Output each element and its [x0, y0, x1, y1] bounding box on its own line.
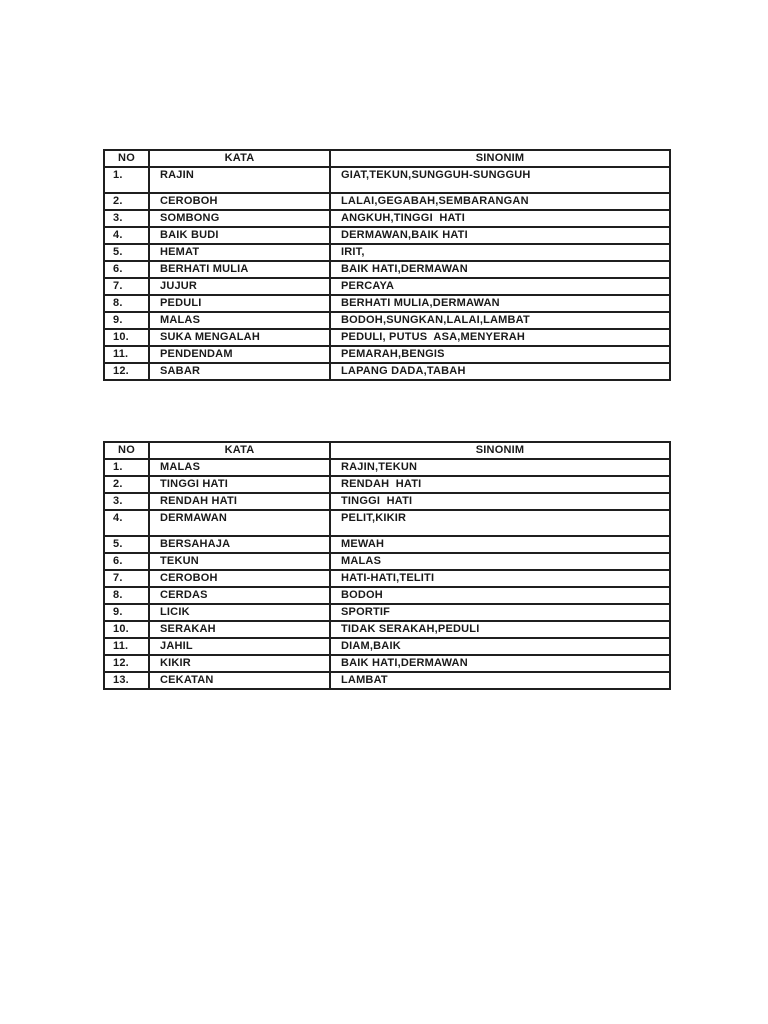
- kata-cell: BAIK BUDI: [149, 227, 330, 244]
- no-cell: 10.: [104, 329, 149, 346]
- synonym-table-1: [103, 149, 671, 381]
- sinonim-cell: TINGGI HATI: [330, 493, 670, 510]
- sinonim-cell: IRIT,: [330, 244, 670, 261]
- table-row: [104, 167, 670, 193]
- header-kata: KATA: [149, 442, 330, 459]
- table-row: [104, 638, 670, 655]
- table-row: [104, 587, 670, 604]
- kata-cell: JAHIL: [149, 638, 330, 655]
- table-row: [104, 278, 670, 295]
- no-cell: 8.: [104, 295, 149, 312]
- table-row: [104, 553, 670, 570]
- kata-cell: CEKATAN: [149, 672, 330, 689]
- sinonim-cell: PERCAYA: [330, 278, 670, 295]
- sinonim-cell: GIAT,TEKUN,SUNGGUH-SUNGGUH: [330, 167, 670, 193]
- kata-cell: BERSAHAJA: [149, 536, 330, 553]
- kata-cell: HEMAT: [149, 244, 330, 261]
- sinonim-cell: TIDAK SERAKAH,PEDULI: [330, 621, 670, 638]
- table-row: [104, 261, 670, 278]
- table-row: [104, 476, 670, 493]
- no-cell: 6.: [104, 261, 149, 278]
- header-no: NO: [104, 150, 149, 167]
- table-row: [104, 510, 670, 536]
- table-row: [104, 210, 670, 227]
- kata-cell: SOMBONG: [149, 210, 330, 227]
- kata-cell: CEROBOH: [149, 193, 330, 210]
- kata-cell: CEROBOH: [149, 570, 330, 587]
- header-sinonim: SINONIM: [330, 442, 670, 459]
- sinonim-cell: PEDULI, PUTUS ASA,MENYERAH: [330, 329, 670, 346]
- sinonim-cell: PEMARAH,BENGIS: [330, 346, 670, 363]
- table-row: [104, 655, 670, 672]
- table-row: [104, 244, 670, 261]
- kata-cell: PENDENDAM: [149, 346, 330, 363]
- header-row: [104, 150, 670, 167]
- no-cell: 5.: [104, 244, 149, 261]
- table-row: [104, 570, 670, 587]
- kata-cell: SUKA MENGALAH: [149, 329, 330, 346]
- kata-cell: RAJIN: [149, 167, 330, 193]
- table-row: [104, 346, 670, 363]
- table-1-header: [104, 150, 670, 167]
- sinonim-cell: RAJIN,TEKUN: [330, 459, 670, 476]
- no-cell: 12.: [104, 363, 149, 380]
- no-cell: 13.: [104, 672, 149, 689]
- table-row: [104, 621, 670, 638]
- header-row: [104, 442, 670, 459]
- sinonim-cell: ANGKUH,TINGGI HATI: [330, 210, 670, 227]
- sinonim-cell: RENDAH HATI: [330, 476, 670, 493]
- table-1-body: [104, 167, 670, 380]
- no-cell: 2.: [104, 476, 149, 493]
- kata-cell: SERAKAH: [149, 621, 330, 638]
- table-row: [104, 312, 670, 329]
- header-kata: KATA: [149, 150, 330, 167]
- table-row: [104, 227, 670, 244]
- sinonim-cell: LALAI,GEGABAH,SEMBARANGAN: [330, 193, 670, 210]
- sinonim-cell: HATI-HATI,TELITI: [330, 570, 670, 587]
- sinonim-cell: BODOH,SUNGKAN,LALAI,LAMBAT: [330, 312, 670, 329]
- no-cell: 1.: [104, 459, 149, 476]
- kata-cell: TINGGI HATI: [149, 476, 330, 493]
- table-row: [104, 459, 670, 476]
- table-2-header: [104, 442, 670, 459]
- no-cell: 2.: [104, 193, 149, 210]
- table-row: [104, 493, 670, 510]
- sinonim-cell: BODOH: [330, 587, 670, 604]
- no-cell: 4.: [104, 227, 149, 244]
- no-cell: 6.: [104, 553, 149, 570]
- no-cell: 7.: [104, 278, 149, 295]
- no-cell: 4.: [104, 510, 149, 536]
- kata-cell: RENDAH HATI: [149, 493, 330, 510]
- no-cell: 8.: [104, 587, 149, 604]
- table-row: [104, 604, 670, 621]
- table-row: [104, 536, 670, 553]
- kata-cell: CERDAS: [149, 587, 330, 604]
- sinonim-cell: LAPANG DADA,TABAH: [330, 363, 670, 380]
- sinonim-cell: BAIK HATI,DERMAWAN: [330, 655, 670, 672]
- sinonim-cell: DIAM,BAIK: [330, 638, 670, 655]
- table-row: [104, 329, 670, 346]
- header-sinonim: SINONIM: [330, 150, 670, 167]
- no-cell: 3.: [104, 493, 149, 510]
- table-row: [104, 295, 670, 312]
- table-row: [104, 672, 670, 689]
- sinonim-cell: BAIK HATI,DERMAWAN: [330, 261, 670, 278]
- no-cell: 9.: [104, 312, 149, 329]
- no-cell: 3.: [104, 210, 149, 227]
- no-cell: 11.: [104, 346, 149, 363]
- no-cell: 11.: [104, 638, 149, 655]
- sinonim-cell: PELIT,KIKIR: [330, 510, 670, 536]
- kata-cell: MALAS: [149, 459, 330, 476]
- kata-cell: BERHATI MULIA: [149, 261, 330, 278]
- no-cell: 12.: [104, 655, 149, 672]
- no-cell: 9.: [104, 604, 149, 621]
- table-2-body: [104, 459, 670, 689]
- table-row: [104, 193, 670, 210]
- kata-cell: PEDULI: [149, 295, 330, 312]
- kata-cell: SABAR: [149, 363, 330, 380]
- sinonim-cell: BERHATI MULIA,DERMAWAN: [330, 295, 670, 312]
- sinonim-cell: MEWAH: [330, 536, 670, 553]
- kata-cell: KIKIR: [149, 655, 330, 672]
- sinonim-cell: SPORTIF: [330, 604, 670, 621]
- kata-cell: DERMAWAN: [149, 510, 330, 536]
- no-cell: 10.: [104, 621, 149, 638]
- table-row: [104, 363, 670, 380]
- sinonim-cell: DERMAWAN,BAIK HATI: [330, 227, 670, 244]
- sinonim-cell: MALAS: [330, 553, 670, 570]
- kata-cell: JUJUR: [149, 278, 330, 295]
- no-cell: 7.: [104, 570, 149, 587]
- sinonim-cell: LAMBAT: [330, 672, 670, 689]
- kata-cell: MALAS: [149, 312, 330, 329]
- no-cell: 1.: [104, 167, 149, 193]
- kata-cell: LICIK: [149, 604, 330, 621]
- kata-cell: TEKUN: [149, 553, 330, 570]
- no-cell: 5.: [104, 536, 149, 553]
- synonym-table-2: [103, 441, 671, 690]
- header-no: NO: [104, 442, 149, 459]
